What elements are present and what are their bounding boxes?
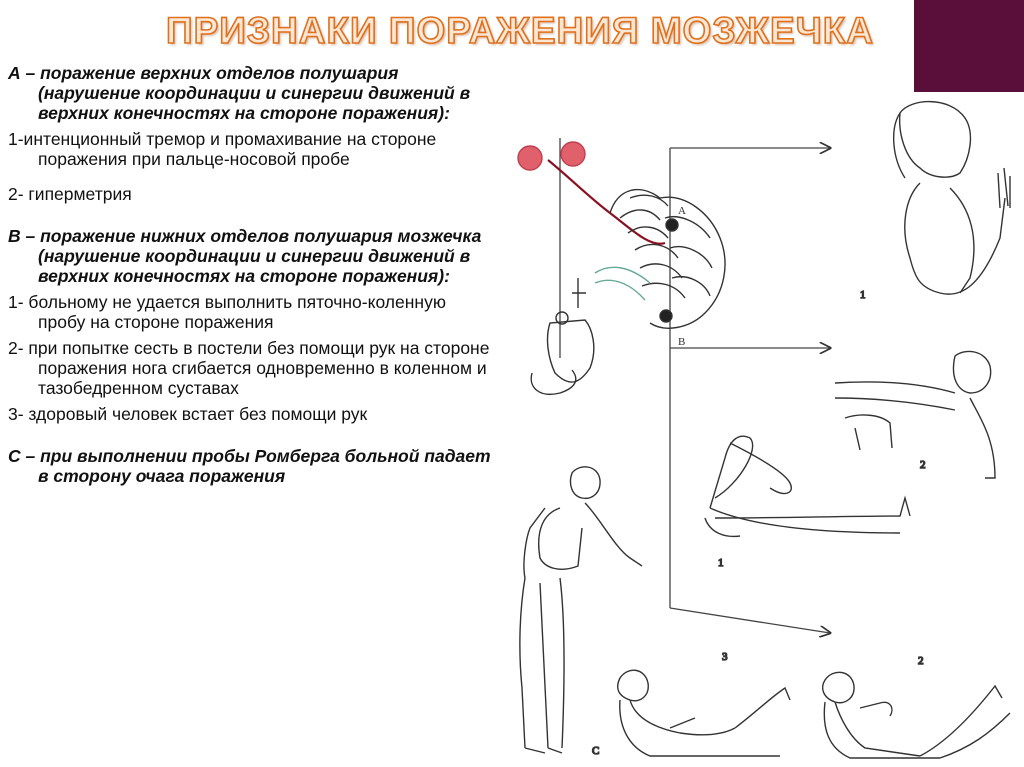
fig-label-1b: 1 xyxy=(718,557,724,569)
corner-accent-block xyxy=(914,0,1024,92)
text-column xyxy=(8,63,496,486)
section-b-heading: В – поражение нижних отделов полушария мозжечка (нарушение координации и синергии движений в верхних конечностях на стороне поражения): xyxy=(8,226,482,286)
fig-label-1: 1 xyxy=(860,289,866,301)
heel-knee-test-figure-icon xyxy=(705,436,910,569)
fig-label-3: 3 xyxy=(722,651,728,663)
arms-extended-figure-icon xyxy=(835,351,995,478)
finger-nose-test-figure-icon xyxy=(860,102,1010,301)
cerebellum-signs-figure xyxy=(500,88,1024,767)
slide-title: ПРИЗНАКИ ПОРАЖЕНИЯ МОЗЖЕЧКА xyxy=(165,10,875,51)
section-a-heading: А – поражение верхних отделов полушария (нарушение координации и синергии движений в верхних конечностях на стороне поражения): xyxy=(8,63,471,123)
section-b-item-3: 3- здоровый человек встает без помощи рук xyxy=(8,404,368,424)
figure-svg xyxy=(500,88,1024,767)
lesion-a-marker xyxy=(666,219,678,231)
fig-label-b: B xyxy=(678,336,686,348)
fig-label-2b: 2 xyxy=(918,655,924,667)
section-a-item-2: 2- гиперметрия xyxy=(8,184,132,204)
lesion-b-marker xyxy=(660,310,672,322)
section-c-heading: С – при выполнении пробы Ромберга больной падает в сторону очага поражения xyxy=(8,446,491,486)
fig-label-2: 2 xyxy=(920,459,926,471)
section-a-item-1: 1-интенционный тремор и промахивание на стороне поражения при пальце-носовой пробе xyxy=(8,129,437,169)
section-b-item-1: 1- больному не удается выполнить пяточно-коленную пробу на стороне поражения xyxy=(8,292,446,332)
section-b-item-2: 2- при попытке сесть в постели без помощи рук на стороне поражения нога сгибается одновременно в коленном и тазобедренном суставах xyxy=(8,338,490,398)
connector-lines xyxy=(560,138,830,633)
romberg-fall-figure-icon xyxy=(520,467,642,757)
fig-label-c: C xyxy=(592,745,600,757)
red-marker-left xyxy=(518,146,542,170)
cerebellum-diagram-icon xyxy=(518,142,725,394)
red-marker-right xyxy=(561,142,585,166)
sit-up-figure-3-icon xyxy=(618,651,790,756)
sit-up-figure-2-icon xyxy=(823,655,1010,758)
fig-label-a: A xyxy=(678,205,686,217)
